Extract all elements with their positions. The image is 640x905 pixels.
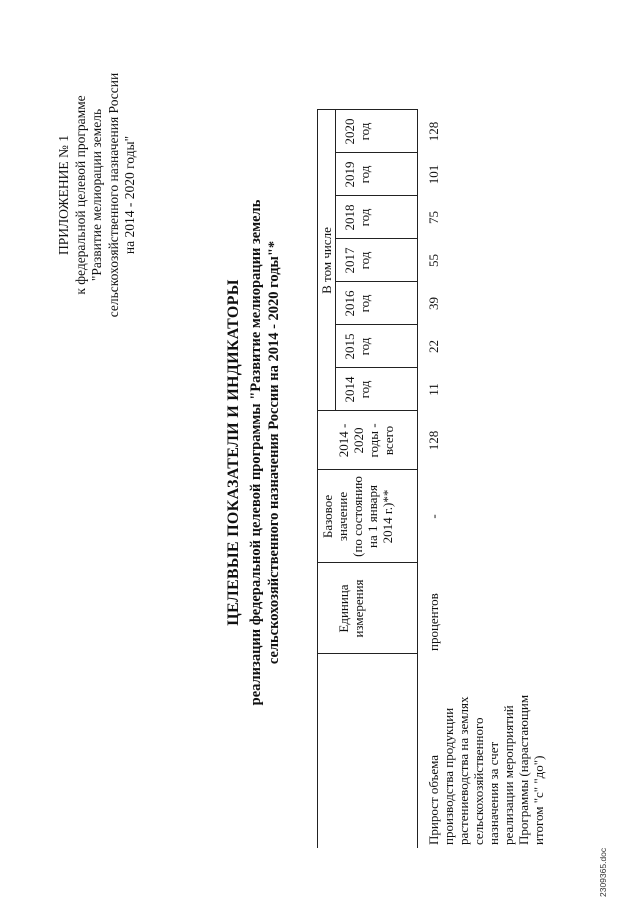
- indicator-name: Прирост объема производства продукции растениеводства на землях сельскохозяйственного назначения за счет реализации мероприятий Программы (нарастающим итогом "с" "до"): [426, 694, 546, 845]
- header-year-2020: 2020 год: [336, 110, 418, 153]
- document-title: ЦЕЛЕВЫЕ ПОКАЗАТЕЛИ И ИНДИКАТОРЫ: [225, 279, 242, 626]
- header-name-cell: [318, 654, 418, 848]
- indicator-unit: процентов: [426, 593, 441, 651]
- appendix-line: на 2014 - 2020 годы": [122, 135, 137, 255]
- indicator-value-2020: 128: [426, 121, 441, 142]
- appendix-line: "Развитие мелиорации земель: [89, 108, 104, 282]
- table-row: [418, 110, 564, 848]
- header-including: В том числе: [318, 110, 336, 411]
- indicator-value-2014: 11: [426, 383, 441, 396]
- header-base-value: Базовое значение (по состоянию на 1 января 2014 г.)**: [318, 470, 418, 563]
- indicator-value-2015: 22: [426, 340, 441, 353]
- header-year-2017: 2017 год: [336, 239, 418, 282]
- document-file-id: 2309365.doc: [598, 847, 608, 897]
- appendix-heading: [56, 45, 139, 345]
- appendix-line: ПРИЛОЖЕНИЕ № 1: [56, 134, 71, 256]
- table-header-row: [318, 110, 336, 848]
- header-year-2016: 2016 год: [336, 282, 418, 325]
- appendix-line: сельскохозяйственного назначения России: [105, 72, 121, 318]
- header-year-2014: 2014 год: [336, 368, 418, 411]
- header-year-2018: 2018 год: [336, 196, 418, 239]
- indicator-value-2016: 39: [426, 297, 441, 310]
- indicator-total: 128: [426, 430, 441, 451]
- document-subtitle-line-2: сельскохозяйственного назначения России на 2014 - 2020 годы"*: [266, 240, 282, 665]
- indicator-value-2019: 101: [426, 164, 441, 185]
- header-year-2015: 2015 год: [336, 325, 418, 368]
- indicator-value-2017: 55: [426, 254, 441, 267]
- appendix-line: к федеральной целевой программе: [72, 95, 88, 295]
- indicator-base-value: -: [426, 514, 441, 519]
- header-year-2019: 2019 год: [336, 153, 418, 196]
- indicators-table: [317, 110, 563, 849]
- indicator-value-2018: 75: [426, 211, 441, 224]
- header-unit: Единица измерения: [318, 563, 418, 654]
- header-total: 2014 - 2020 годы - всего: [318, 411, 418, 470]
- document-subtitle-line-1: реализации федеральной целевой программы "Развитие мелиорации земель: [248, 199, 264, 706]
